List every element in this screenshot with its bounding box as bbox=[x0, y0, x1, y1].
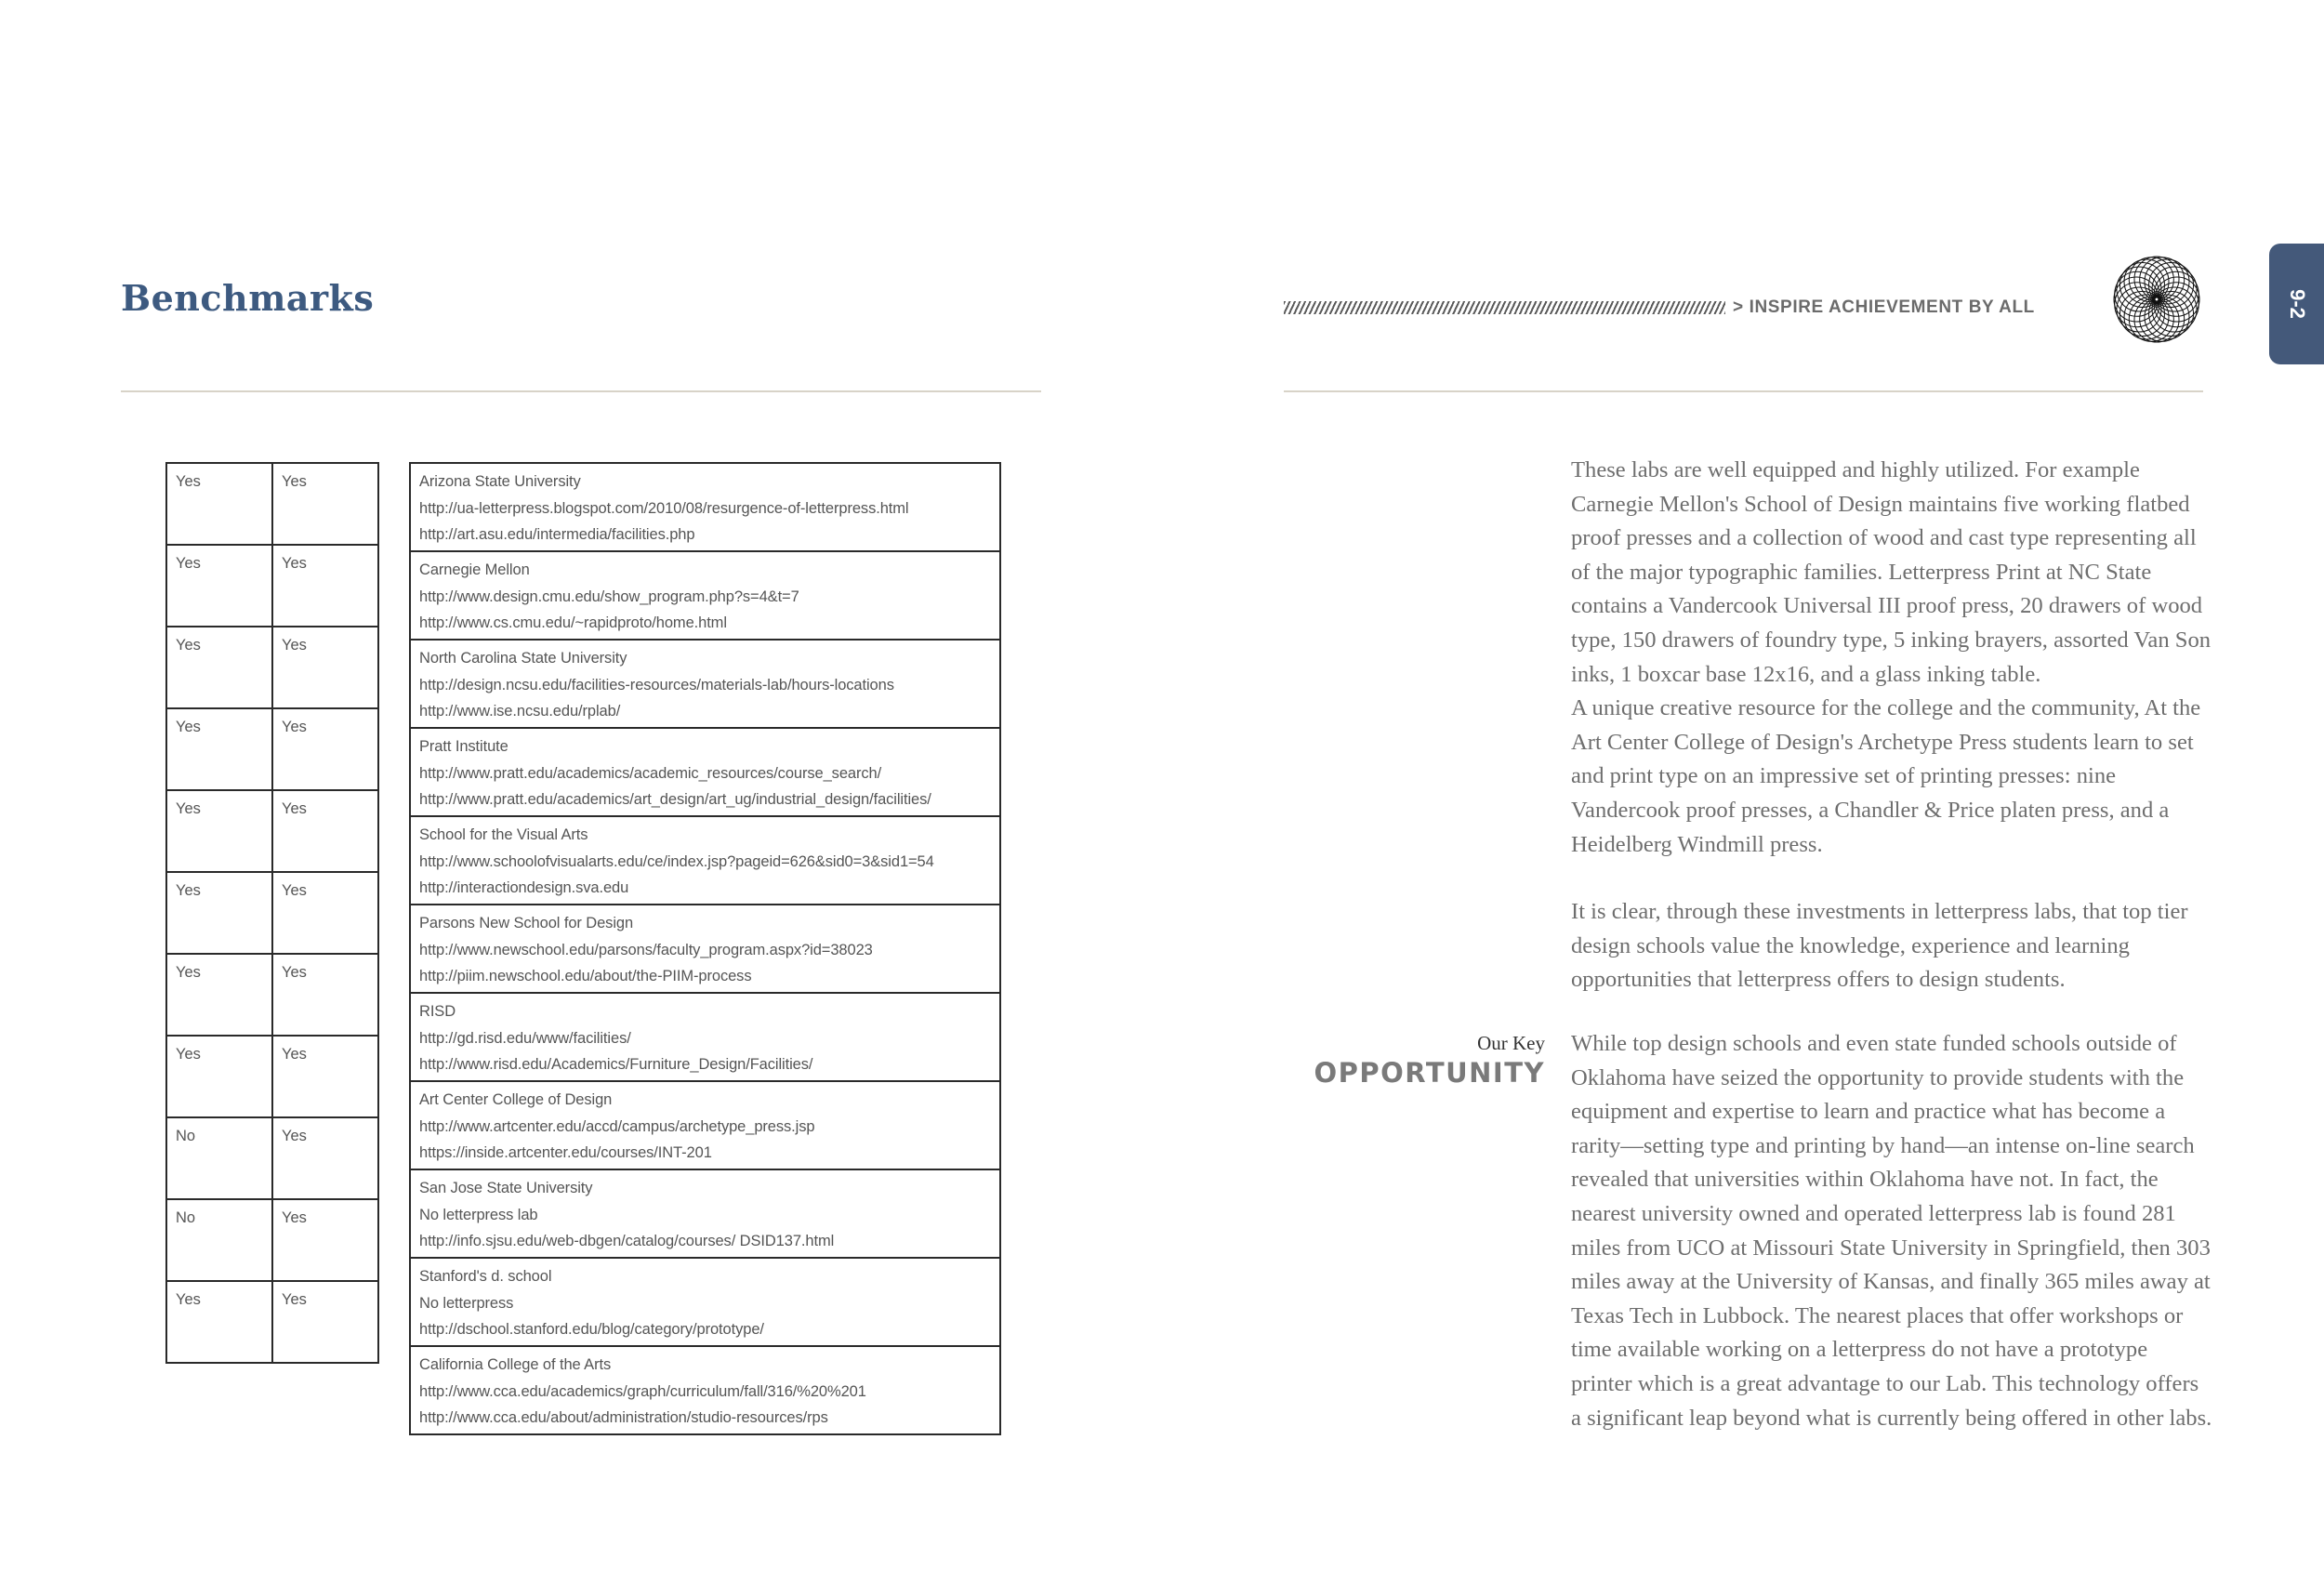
page-number-tab bbox=[2269, 244, 2324, 364]
school-cell bbox=[410, 816, 1000, 905]
school-link: http://www.pratt.edu/academics/art_design/art_ug/industrial_design/facilities/ bbox=[419, 791, 931, 808]
school-name: Stanford's d. school bbox=[419, 1268, 552, 1285]
school-name: Carnegie Mellon bbox=[419, 561, 530, 578]
yes-no-cell: Yes bbox=[166, 954, 272, 1036]
school-link: http://www.cca.edu/about/administration/studio-resources/rps bbox=[419, 1409, 828, 1426]
hatch-decoration bbox=[1284, 301, 1725, 314]
school-detail: http://gd.risd.edu/www/facilities/ bbox=[419, 1029, 631, 1047]
school-cell bbox=[410, 905, 1000, 993]
yes-no-cell: Yes bbox=[272, 790, 378, 872]
tagline-bar bbox=[1284, 294, 2035, 322]
school-detail: No letterpress lab bbox=[419, 1206, 538, 1223]
school-link: http://dschool.stanford.edu/blog/category/prototype/ bbox=[419, 1321, 764, 1338]
table-row bbox=[410, 640, 1000, 728]
table-row bbox=[166, 1199, 378, 1281]
school-link: http://piim.newschool.edu/about/the-PIIM-process bbox=[419, 968, 752, 984]
yes-no-cell: Yes bbox=[272, 954, 378, 1036]
body-paragraph-3: While top design schools and even state funded schools outside of Oklahoma have seized the opportunity to provide students with the equipment and expertise to learn and practice what has become a rarity—setting type and printing by hand—an intense on-line search revealed that universities within Oklahoma have not. In fact, the nearest university owned and operated letterpress lab is found 281 miles from UCO at Missouri State University in Springfield, then 303 miles away at the University of Kansas, and finally 365 miles away at Texas Tech in Lubbock. The nearest places that offer workshops or time available working on a letterpress do not have a prototype printer which is a great advantage to our Lab. This technology offers a significant leap beyond what is currently being offered in other labs. bbox=[1571, 1031, 2212, 1431]
yes-no-cell: Yes bbox=[272, 545, 378, 627]
table-row bbox=[410, 728, 1000, 816]
school-cell bbox=[410, 463, 1000, 551]
school-detail: http://www.pratt.edu/academics/academic_resources/course_search/ bbox=[419, 764, 882, 782]
yes-no-cell: No bbox=[166, 1117, 272, 1199]
school-name: Art Center College of Design bbox=[419, 1091, 613, 1108]
school-cell bbox=[410, 993, 1000, 1081]
school-cell bbox=[410, 640, 1000, 728]
table-row bbox=[166, 872, 378, 954]
table-row bbox=[410, 993, 1000, 1081]
table-row bbox=[166, 463, 378, 545]
table-row bbox=[166, 1117, 378, 1199]
yes-no-cell: Yes bbox=[272, 1281, 378, 1363]
body-paragraph-1 bbox=[1571, 454, 2212, 862]
tagline-text: > INSPIRE ACHIEVEMENT BY ALL bbox=[1733, 297, 2035, 317]
school-link: http://info.sjsu.edu/web-dbgen/catalog/courses/ DSID137.html bbox=[419, 1233, 835, 1249]
school-name: California College of the Arts bbox=[419, 1356, 612, 1373]
yes-no-cell: Yes bbox=[166, 1036, 272, 1117]
yes-no-cell: Yes bbox=[166, 463, 272, 545]
para1-text: These labs are well equipped and highly utilized. For example Carnegie Mellon's School of Design maintains five working flatbed proof presses and a collection of wood and cast type representing all of the major typographic families. Letterpress Print at NC State contains a Vandercook Universal III proof press, 20 drawers of wood type, 150 drawers of foundry type, 5 inking brayers, assorted Van Son inks, 1 boxcar base 12x16, and a glass inking table. bbox=[1571, 457, 2212, 687]
school-detail: No letterpress bbox=[419, 1294, 514, 1312]
yes-no-cell: Yes bbox=[166, 1281, 272, 1363]
yes-no-cell: Yes bbox=[166, 627, 272, 708]
right-divider bbox=[1284, 390, 2203, 392]
school-name: School for the Visual Arts bbox=[419, 826, 588, 843]
yes-no-cell: Yes bbox=[272, 708, 378, 790]
yes-no-cell: No bbox=[166, 1199, 272, 1281]
table-row bbox=[410, 463, 1000, 551]
table-row bbox=[410, 1169, 1000, 1258]
school-name: San Jose State University bbox=[419, 1180, 593, 1196]
yes-no-cell: Yes bbox=[272, 1117, 378, 1199]
spirograph-rosette-icon bbox=[2112, 255, 2201, 344]
yes-no-cell: Yes bbox=[166, 790, 272, 872]
school-link: https://inside.artcenter.edu/courses/INT-201 bbox=[419, 1144, 712, 1161]
table-row bbox=[410, 1258, 1000, 1346]
school-link: http://www.risd.edu/Academics/Furniture_Design/Facilities/ bbox=[419, 1056, 813, 1073]
school-name: RISD bbox=[419, 1003, 456, 1020]
key-label: Our Key bbox=[1477, 1032, 1545, 1054]
school-name: Parsons New School for Design bbox=[419, 915, 634, 931]
body-paragraph-2: It is clear, through these investments in letterpress labs, that top tier design schools value the knowledge, experience and learning opportunities that letterpress offers to design students. bbox=[1571, 899, 2188, 993]
school-cell bbox=[410, 551, 1000, 640]
yes-no-cell: Yes bbox=[272, 1199, 378, 1281]
table-row bbox=[410, 551, 1000, 640]
key-heading: OPPORTUNITY bbox=[1314, 1057, 1545, 1089]
table-row bbox=[410, 816, 1000, 905]
school-link: http://www.cs.cmu.edu/~rapidproto/home.html bbox=[419, 614, 727, 631]
school-name: Pratt Institute bbox=[419, 738, 508, 755]
page-number: 9-2 bbox=[2285, 289, 2309, 319]
schools-table bbox=[409, 462, 1001, 1435]
school-link: http://www.ise.ncsu.edu/rplab/ bbox=[419, 703, 621, 720]
yes-no-cell: Yes bbox=[166, 872, 272, 954]
school-link: http://art.asu.edu/intermedia/facilities.php bbox=[419, 526, 695, 543]
school-cell bbox=[410, 1258, 1000, 1346]
table-row bbox=[166, 545, 378, 627]
school-detail: http://www.artcenter.edu/accd/campus/archetype_press.jsp bbox=[419, 1117, 815, 1135]
page-title: Benchmarks bbox=[121, 277, 375, 319]
table-row bbox=[166, 790, 378, 872]
table-row bbox=[410, 1081, 1000, 1169]
school-detail: http://www.design.cmu.edu/show_program.php?s=4&t=7 bbox=[419, 588, 799, 605]
table-row bbox=[410, 1346, 1000, 1434]
school-cell bbox=[410, 1346, 1000, 1434]
table-row bbox=[166, 627, 378, 708]
school-name: North Carolina State University bbox=[419, 650, 627, 667]
school-detail: http://www.cca.edu/academics/graph/curriculum/fall/316/%20%201 bbox=[419, 1382, 866, 1400]
table-row bbox=[410, 905, 1000, 993]
yes-no-table bbox=[165, 462, 379, 1364]
table-row bbox=[166, 954, 378, 1036]
school-name: Arizona State University bbox=[419, 473, 581, 490]
yes-no-cell: Yes bbox=[272, 872, 378, 954]
table-row bbox=[166, 708, 378, 790]
school-detail: http://design.ncsu.edu/facilities-resources/materials-lab/hours-locations bbox=[419, 676, 894, 693]
school-cell bbox=[410, 1081, 1000, 1169]
school-detail: http://www.schoolofvisualarts.edu/ce/index.jsp?pageid=626&sid0=3&sid1=54 bbox=[419, 852, 934, 870]
yes-no-cell: Yes bbox=[166, 545, 272, 627]
school-link: http://interactiondesign.sva.edu bbox=[419, 879, 629, 896]
para1b-text: A unique creative resource for the college and the community, At the Art Center College of Design's Archetype Press students learn to set and print type on an impressive set of printing presses: nine Vandercook proof presses, a Chandler & Price platen press, and a Heidelberg Windmill press. bbox=[1571, 695, 2201, 857]
yes-no-cell: Yes bbox=[272, 627, 378, 708]
school-cell bbox=[410, 1169, 1000, 1258]
yes-no-cell: Yes bbox=[272, 1036, 378, 1117]
yes-no-cell: Yes bbox=[166, 708, 272, 790]
school-cell bbox=[410, 728, 1000, 816]
school-detail: http://www.newschool.edu/parsons/faculty_program.aspx?id=38023 bbox=[419, 941, 873, 958]
table-row bbox=[166, 1036, 378, 1117]
school-detail: http://ua-letterpress.blogspot.com/2010/08/resurgence-of-letterpress.html bbox=[419, 499, 909, 517]
table-row bbox=[166, 1281, 378, 1363]
yes-no-cell: Yes bbox=[272, 463, 378, 545]
left-divider bbox=[121, 390, 1041, 392]
